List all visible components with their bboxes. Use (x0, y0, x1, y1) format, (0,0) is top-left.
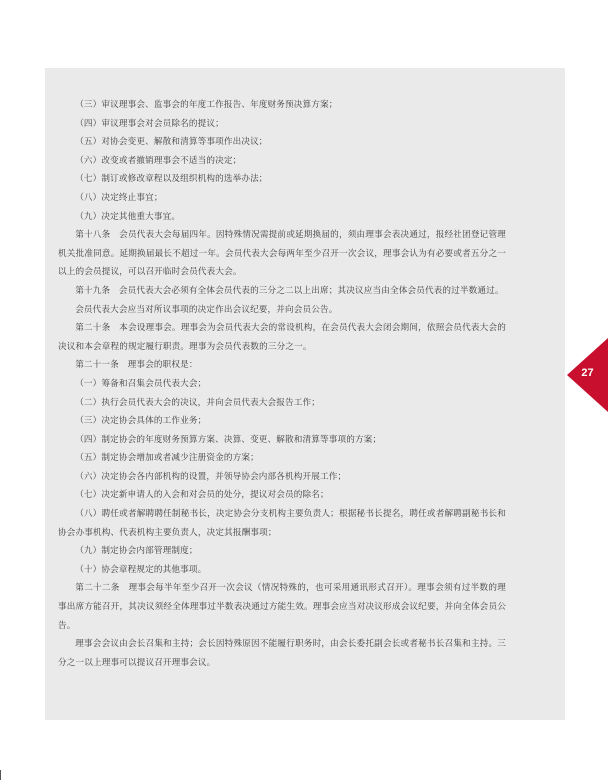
paragraph-duty-3: （三）决定协会具体的工作业务； (75, 416, 207, 427)
page-number: 27 (581, 367, 594, 379)
paragraph-duty-1: （一）筹备和召集会员代表大会； (75, 378, 207, 389)
crop-mark (0, 770, 1, 780)
paragraph-duty-4: （四）制定协会的年度财务预算方案、决算、变更、解散和清算等事项的方案； (75, 434, 382, 445)
paragraph-duty-2: （二）执行会员代表大会的决议，并向会员代表大会报告工作； (75, 397, 321, 408)
paragraph-item-6: （六）改变或者撤销理事会不适当的决定； (75, 155, 242, 166)
paragraph-item-7: （七）制订或修改章程以及组织机构的选举办法； (75, 174, 268, 185)
paragraph-article-22-chair: 理事会会议由会长召集和主持；会长因特殊原因不能履行职务时，由会长委托副会长或者秘书长召集和主持。三分之一以上理事可以提议召开理事会议。 (58, 639, 506, 668)
paragraph-article-21: 第二十一条 理事会的职权是： (75, 360, 198, 371)
paragraph-item-8: （八）决定终止事宜； (75, 192, 163, 203)
paragraph-item-5: （五）对协会变更、解散和清算等事项作出决议； (75, 137, 268, 148)
paragraph-duty-9: （九）制定协会内部管理制度； (75, 546, 198, 557)
paragraph-article-22: 第二十二条 理事会每半年至少召开一次会议（情况特殊的，也可采用通讯形式召开）。理事会须有过半数的理事出席方能召开，其决议须经全体理事过半数表决通过方能生效。理事会应当对决议形成会议纪要，并向全体会员公告。 (58, 583, 506, 631)
paragraph-duty-10: （十）协会章程规定的其他事项。 (75, 564, 207, 575)
paragraph-article-18: 第十八条 会员代表大会每届四年。因特殊情况需提前或延期换届的，须由理事会表决通过，报经社团登记管理机关批准同意。延期换届最长不超过一年。会员代表大会每两年至少召开一次会议，理事会认为有必要或者五分之一以上的会员提议，可以召开临时会员代表大会。 (58, 230, 506, 278)
page-number-tab (567, 338, 608, 412)
paragraph-item-9: （九）决定其他重大事宜。 (75, 211, 181, 222)
paragraph-item-4: （四）审议理事会对会员除名的提议； (75, 118, 224, 129)
paragraph-article-20: 第二十条 本会设理事会。理事会为会员代表大会的常设机构，在会员代表大会闭会期间，依照会员代表大会的决议和本会章程的规定履行职责。理事为会员代表数的三分之一。 (58, 323, 506, 352)
document-body (58, 96, 506, 672)
paragraph-article-19-minutes: 会员代表大会应当对所议事项的决定作出会议纪要，并向会员公告。 (75, 304, 338, 315)
paragraph-article-19: 第十九条 会员代表大会必须有全体会员代表的三分之二以上出席；其决议应当由全体会员代表的过半数通过。 (75, 285, 504, 296)
paragraph-item-3: （三）审议理事会、监事会的年度工作报告、年度财务预决算方案； (75, 100, 338, 110)
paragraph-duty-7: （七）决定新申请人的入会和对会员的处分，提议对会员的除名； (75, 490, 329, 501)
paragraph-duty-5: （五）制定协会增加或者减少注册资金的方案； (75, 453, 259, 464)
paragraph-duty-8: （八）聘任或者解聘聘任制秘书长，决定协会分支机构主要负责人；根据秘书长提名，聘任或者解聘副秘书长和协会办事机构、代表机构主要负责人，决定其报酬事项； (58, 509, 506, 538)
paragraph-duty-6: （六）决定协会各内部机构的设置，并领导协会内部各机构开展工作； (75, 471, 347, 482)
